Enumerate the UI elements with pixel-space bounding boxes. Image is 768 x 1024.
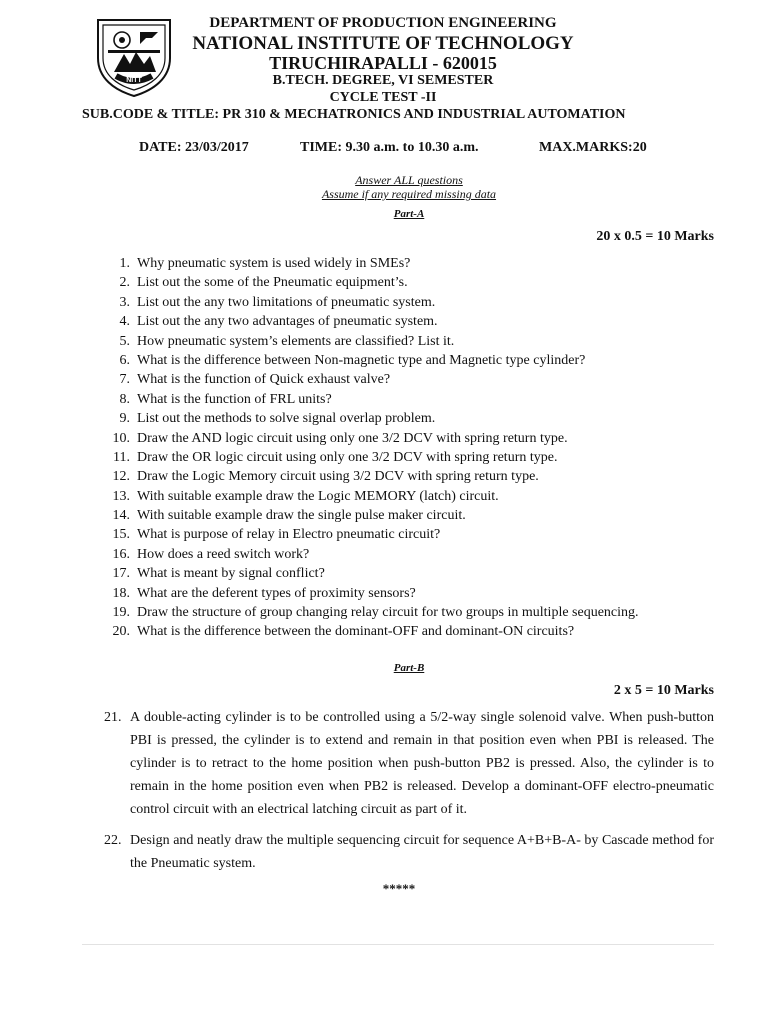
question-number: 5. <box>119 333 130 349</box>
question-number: 11. <box>113 449 130 465</box>
question-item <box>104 370 724 389</box>
question-number: 8. <box>119 391 130 407</box>
question-text: Draw the AND logic circuit using only one 3/2 DCV with spring return type. <box>137 430 568 446</box>
question-item <box>104 584 724 603</box>
part-a-title: Part-A <box>393 208 425 220</box>
question-number: 15. <box>112 527 130 543</box>
question-number: 6. <box>119 352 130 368</box>
question-item <box>104 487 724 506</box>
logo-text: NITT <box>126 77 142 84</box>
question-text: What is the difference between Non-magnetic type and Magnetic type cylinder? <box>137 352 586 368</box>
question-text: With suitable example draw the single pulse maker circuit. <box>137 508 466 524</box>
question-text: List out the some of the Pneumatic equipment’s. <box>137 275 408 291</box>
city-heading: TIRUCHIRAPALLI - 620015 <box>269 53 497 73</box>
question-21 <box>104 706 714 821</box>
question-item <box>104 409 724 428</box>
question-number: 10. <box>112 430 130 446</box>
instruction-assume-data: Assume if any required missing data <box>321 187 497 201</box>
question-number: 12. <box>112 469 130 485</box>
question-text: Draw the Logic Memory circuit using 3/2 DCV with spring return type. <box>137 469 539 485</box>
question-number: 16. <box>112 546 130 562</box>
department-heading: DEPARTMENT OF PRODUCTION ENGINEERING <box>209 15 557 31</box>
exam-time: TIME: 9.30 a.m. to 10.30 a.m. <box>300 140 479 155</box>
question-item <box>104 429 724 448</box>
max-marks: MAX.MARKS:20 <box>539 140 647 155</box>
question-item <box>104 564 724 583</box>
question-text: How pneumatic system’s elements are classified? List it. <box>137 333 455 349</box>
question-text: List out the methods to solve signal overlap problem. <box>137 411 436 427</box>
degree-heading: B.TECH. DEGREE, VI SEMESTER <box>272 73 494 88</box>
question-item <box>104 525 724 544</box>
question-item <box>104 293 724 312</box>
question-number: 21. <box>104 710 122 725</box>
subject-code-title: SUB.CODE & TITLE: PR 310 & MECHATRONICS AND INDUSTRIAL AUTOMATION <box>82 107 626 122</box>
question-item <box>104 332 724 351</box>
question-number: 1. <box>119 256 130 271</box>
question-number: 7. <box>119 372 130 388</box>
question-text: What is the function of Quick exhaust valve? <box>137 372 391 388</box>
question-item <box>104 622 724 641</box>
question-text: What is the function of FRL units? <box>137 391 332 407</box>
question-number: 9. <box>119 411 130 427</box>
question-text: With suitable example draw the Logic MEMORY (latch) circuit. <box>137 488 499 504</box>
question-text: Draw the OR logic circuit using only one 3/2 DCV with spring return type. <box>137 449 558 465</box>
question-text: What are the deferent types of proximity sensors? <box>137 585 416 601</box>
question-number: 18. <box>112 585 130 601</box>
question-text: Why pneumatic system is used widely in SMEs? <box>137 256 411 271</box>
part-b-marks: 2 x 5 = 10 Marks <box>613 683 714 698</box>
institute-heading: NATIONAL INSTITUTE OF TECHNOLOGY <box>192 33 574 54</box>
end-marker: ***** <box>382 881 416 896</box>
question-number: 3. <box>119 294 130 310</box>
question-text: Draw the structure of group changing relay circuit for two groups in multiple sequencing. <box>137 605 639 621</box>
exam-date: DATE: 23/03/2017 <box>139 140 249 155</box>
question-number: 22. <box>104 833 122 848</box>
question-item <box>104 273 724 292</box>
question-item <box>104 506 724 525</box>
question-number: 13. <box>112 488 130 504</box>
question-number: 19. <box>112 605 130 621</box>
part-b-title: Part-B <box>393 662 425 674</box>
test-heading: CYCLE TEST -II <box>329 90 437 105</box>
question-number: 17. <box>112 566 130 582</box>
instruction-answer-all: Answer ALL questions <box>355 173 463 187</box>
question-number: 4. <box>119 314 130 330</box>
question-text: A double-acting cylinder is to be controlled using a 5/2-way single solenoid valve. When push-button PBI is pressed, the cylinder is to extend and remain in that position even when PBI is released. The cylinder is to retract to the home position when push-button PB2 is pressed. Also, the cylinder is to remain in the home position even when PB2 is released. Develop a dominant-OFF electro-pneumatic control circuit with an electrical latching circuit as part of it. <box>130 710 714 817</box>
page-divider <box>82 944 714 945</box>
question-item <box>104 312 724 331</box>
question-text: List out the any two advantages of pneumatic system. <box>137 314 438 330</box>
question-text: What is purpose of relay in Electro pneumatic circuit? <box>137 527 441 543</box>
question-item <box>104 448 724 467</box>
question-22 <box>104 829 714 875</box>
question-text: Design and neatly draw the multiple sequencing circuit for sequence A+B+B-A- by Cascade method for the Pneumatic system. <box>130 833 714 871</box>
part-a-marks: 20 x 0.5 = 10 Marks <box>596 229 714 244</box>
question-number: 14. <box>112 508 130 524</box>
question-item <box>104 467 724 486</box>
question-text: What is the difference between the dominant-OFF and dominant-ON circuits? <box>137 624 575 640</box>
question-item <box>104 351 724 370</box>
question-text: What is meant by signal conflict? <box>137 566 325 582</box>
question-item <box>104 390 724 409</box>
question-number: 20. <box>112 624 130 640</box>
question-text: How does a reed switch work? <box>137 546 310 562</box>
question-item <box>104 603 724 622</box>
question-item <box>104 545 724 564</box>
question-text: List out the any two limitations of pneumatic system. <box>137 294 436 310</box>
part-a-question-list <box>104 254 724 642</box>
question-item <box>104 254 724 273</box>
question-number: 2. <box>119 275 130 291</box>
